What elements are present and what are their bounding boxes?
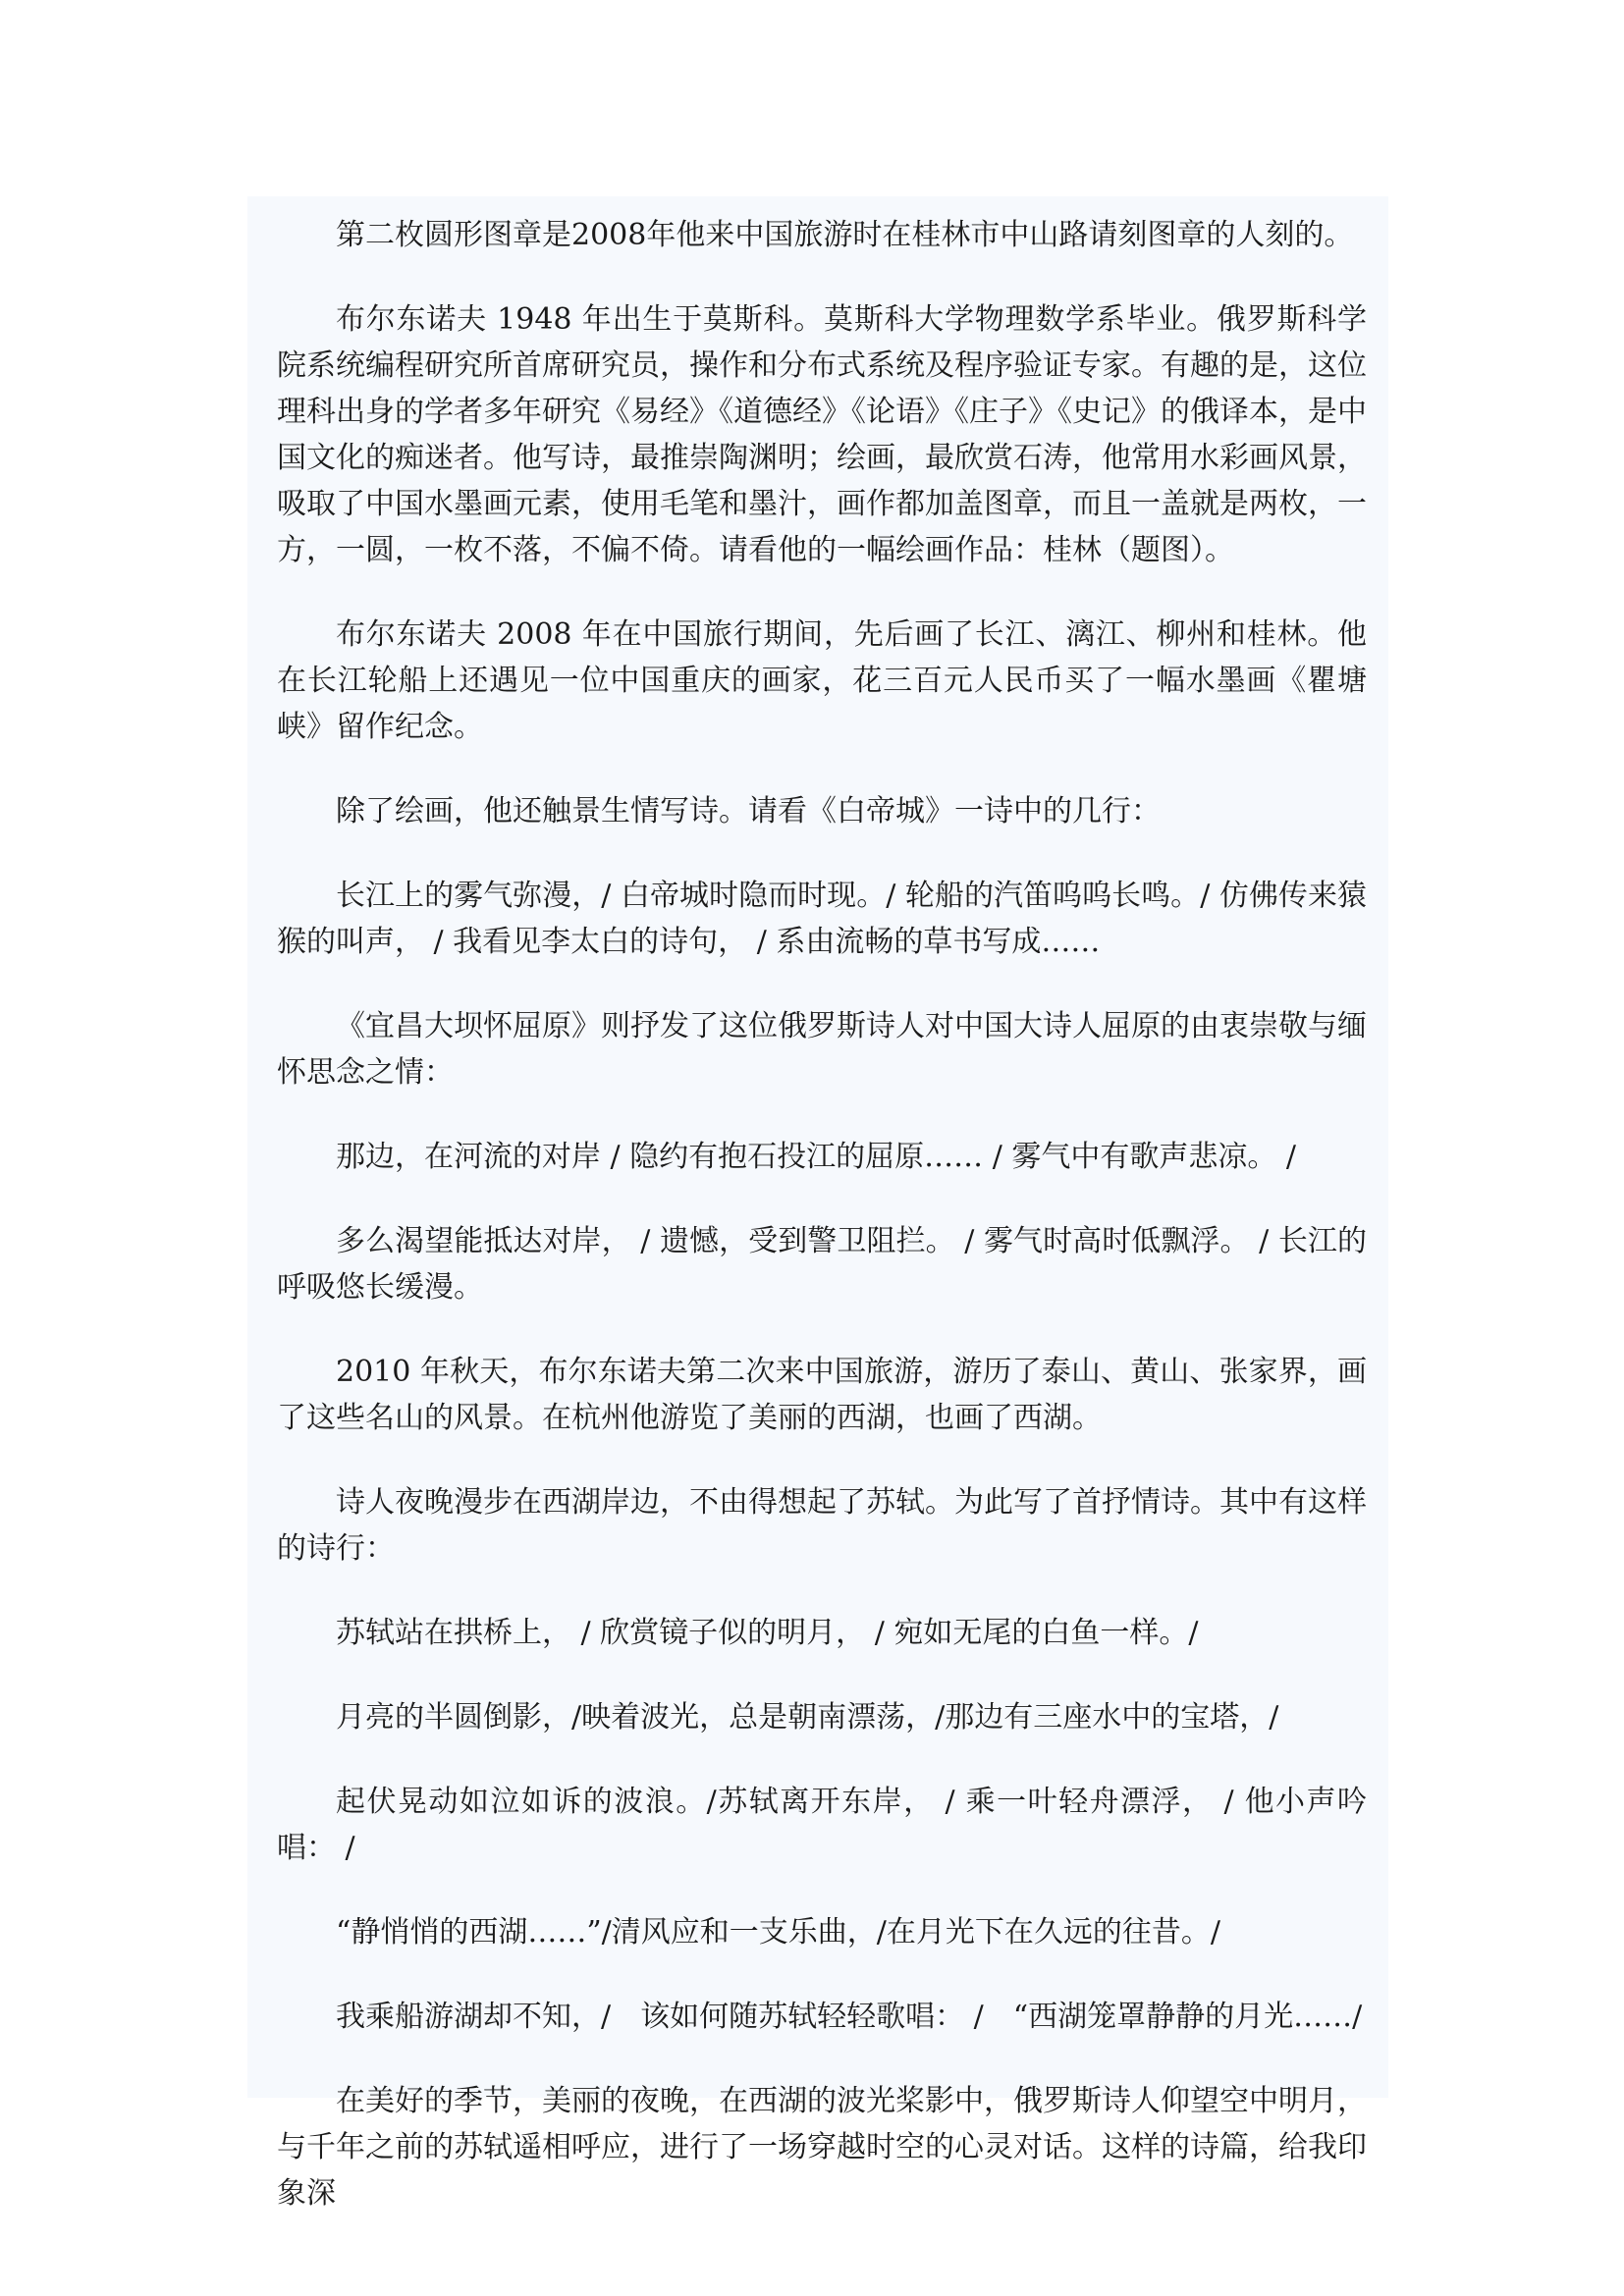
poem-excerpt: 我乘船游湖却不知，/ 该如何随苏轼轻轻歌唱： / “西湖笼罩静静的月光……/ (336, 2000, 1363, 2034)
poem-excerpt: 长江上的雾气弥漫，/ 白帝城时隐而时现。/ 轮船的汽笛呜呜长鸣。/ 仿佛传来猿猴的叫声， / 我看见李太白的诗句， / 系由流畅的草书写成…… (277, 879, 1367, 959)
poem-excerpt: 多么渴望能抵达对岸， / 遗憾，受到警卫阻拦。 / 雾气时高时低飘浮。 / 长江的呼吸悠长缓漫。 (277, 1224, 1367, 1305)
paragraph: 除了绘画，他还触景生情写诗。请看《白帝城》一诗中的几行： (336, 794, 1161, 828)
poem-excerpt: 苏轼站在拱桥上， / 欣赏镜子似的明月， / 宛如无尾的白鱼一样。/ (336, 1616, 1199, 1650)
paragraph: 布尔东诺夫 1948 年出生于莫斯科。莫斯科大学物理数学系毕业。俄罗斯科学院系统编程研究所首席研究员，操作和分布式系统及程序验证专家。有趣的是，这位理科出身的学者多年研究《易经》《道德经》《论语》《庄子》《史记》的俄译本，是中国文化的痴迷者。他写诗，最推崇陶渊明；绘画，最欣赏石涛，他常用水彩画风景，吸取了中国水墨画元素，使用毛笔和墨汁，画作都加盖图章，而且一盖就是两枚，一方，一圆，一枚不落，不偏不倚。请看他的一幅绘画作品：桂林（题图）。 (277, 302, 1367, 567)
paragraph: 2010 年秋天，布尔东诺夫第二次来中国旅游，游历了泰山、黄山、张家界，画了这些名山的风景。在杭州他游览了美丽的西湖，也画了西湖。 (277, 1355, 1367, 1435)
article-body (247, 196, 1388, 2211)
poem-excerpt: 月亮的半圆倒影，/映着波光，总是朝南漂荡，/那边有三座水中的宝塔，/ (336, 1700, 1279, 1735)
poem-excerpt: “静悄悄的西湖……”/清风应和一支乐曲，/在月光下在久远的往昔。/ (336, 1915, 1220, 1949)
paragraph: 第二枚圆形图章是2008年他来中国旅游时在桂林市中山路请刻图章的人刻的。 (336, 218, 1354, 252)
paragraph: 《宜昌大坝怀屈原》则抒发了这位俄罗斯诗人对中国大诗人屈原的由衷崇敬与缅怀思念之情： (277, 1009, 1367, 1090)
paragraph: 布尔东诺夫 2008 年在中国旅行期间，先后画了长江、漓江、柳州和桂林。他在长江轮船上还遇见一位中国重庆的画家，花三百元人民币买了一幅水墨画《瞿塘峡》留作纪念。 (277, 617, 1367, 744)
poem-excerpt: 起伏晃动如泣如诉的波浪。/苏轼离开东岸， / 乘一叶轻舟漂浮， / 他小声吟唱： / (277, 1785, 1367, 1865)
poem-excerpt: 那边，在河流的对岸 / 隐约有抱石投江的屈原…… / 雾气中有歌声悲凉。 / (336, 1140, 1297, 1174)
paragraph: 诗人夜晚漫步在西湖岸边，不由得想起了苏轼。为此写了首抒情诗。其中有这样的诗行： (277, 1485, 1367, 1566)
paragraph: 在美好的季节，美丽的夜晚，在西湖的波光桨影中，俄罗斯诗人仰望空中明月，与千年之前的苏轼遥相呼应，进行了一场穿越时空的心灵对话。这样的诗篇，给我印象深 (277, 2084, 1367, 2211)
